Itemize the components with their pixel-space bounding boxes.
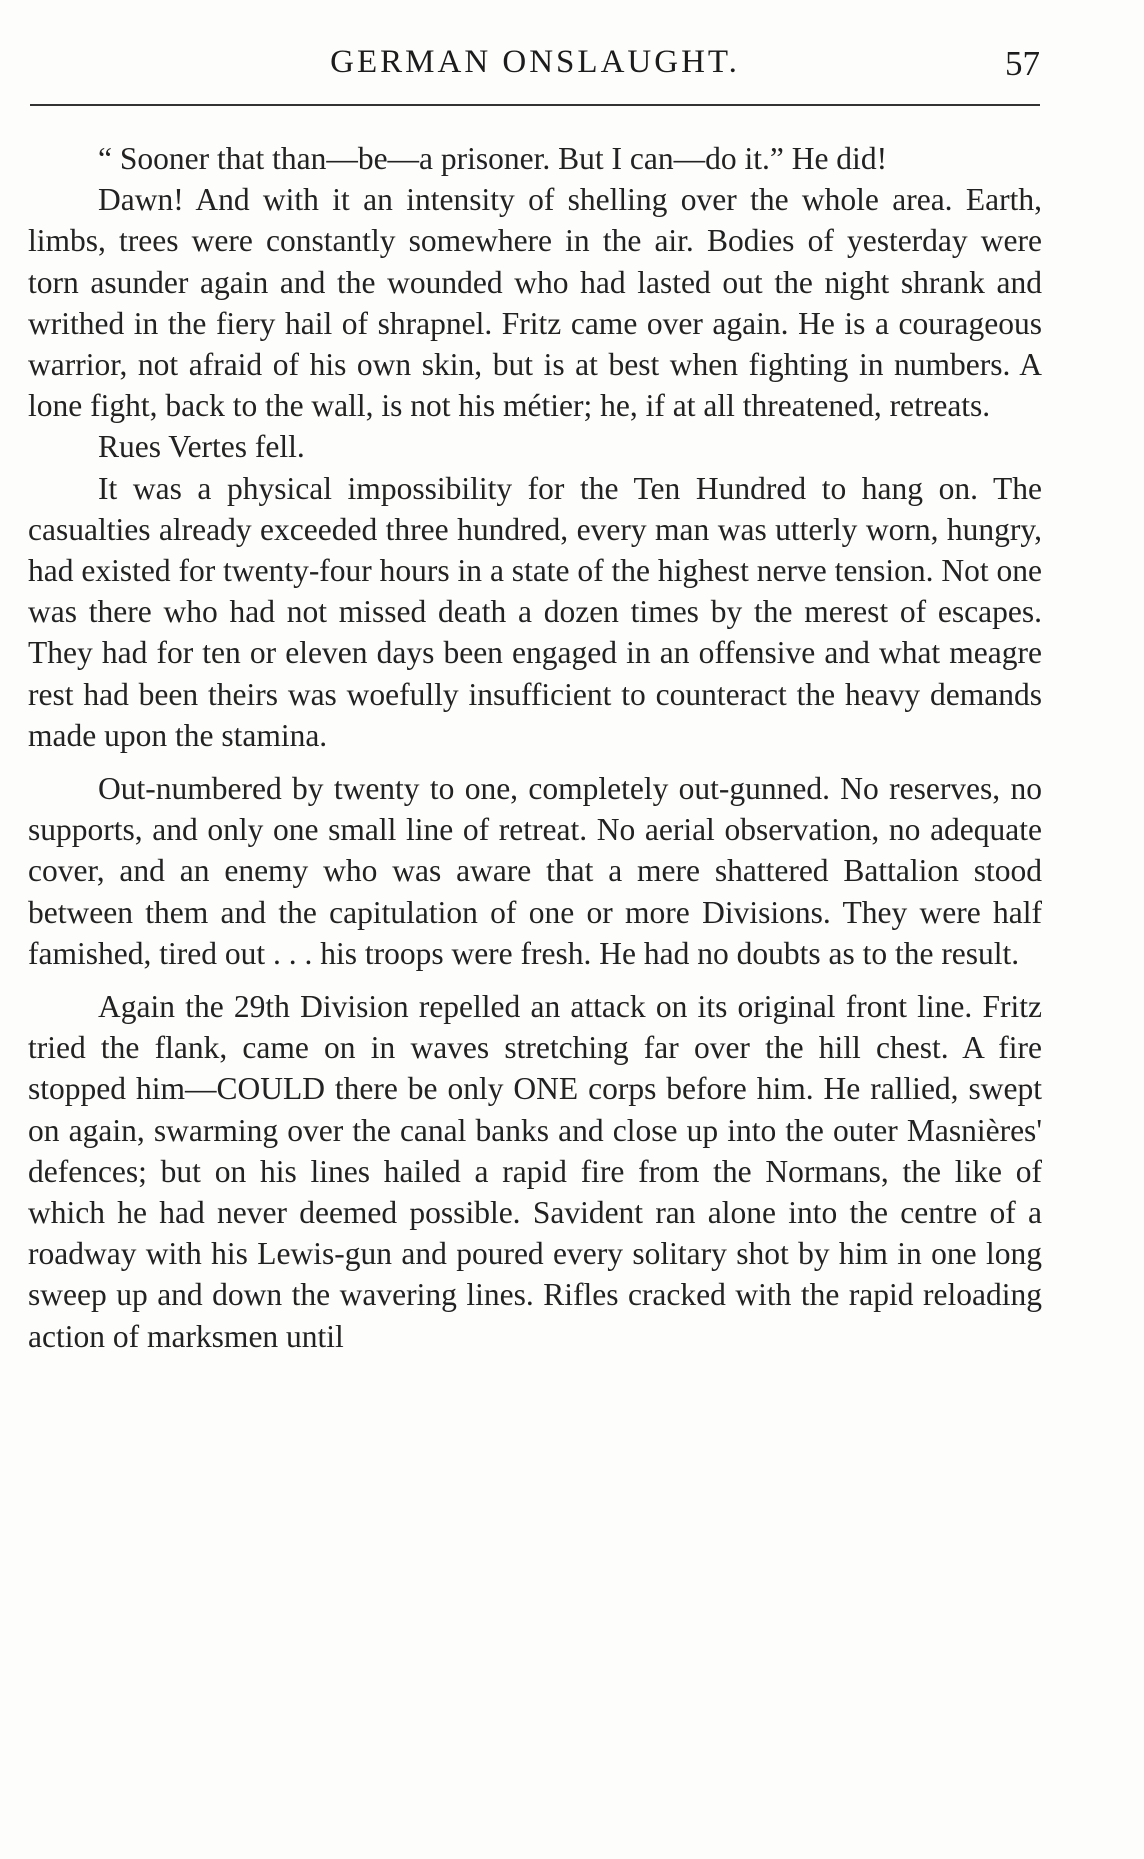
paragraph: “ Sooner that than—be—a prisoner. But I can—do it.” He did!	[98, 141, 888, 176]
running-title: GERMAN ONSLAUGHT.	[330, 44, 740, 80]
header-rule	[30, 104, 1040, 106]
paragraph: Rues Vertes fell.	[98, 429, 305, 465]
paragraph: It was a physical impossibility for the Ten Hundred to hang on. The casualties already exceeded three hundred, every man was utterly worn, hungry, had existed for twenty-four hours in a state of the highest nerve tension. Not one was there who had not missed death a dozen times by the merest of escapes. They had for ten or eleven days been engaged in an offensive and what meagre rest had been theirs was woefully insufficient to counteract the heavy demands made upon the stamina.	[28, 470, 1042, 753]
body-text	[28, 138, 1042, 1357]
paragraph: Again the 29th Division repelled an attack on its original front line. Fritz tried the flank, came on in waves stretching far over the hill chest. A fire stopped him—COULD there be only ONE corps before him. He rallied, swept on again, swarming over the canal banks and close up into the outer Masnières' defences; but on his lines hailed a rapid fire from the Normans, the like of which he had never deemed possible. Savident ran alone into the centre of a roadway with his Lewis-gun and poured every solitary shot by him in one long sweep up and down the wavering lines. Rifles cracked with the rapid reloading action of marksmen until	[28, 989, 1042, 1354]
paragraph: Out-numbered by twenty to one, completely out-gunned. No reserves, no supports, and only one small line of retreat. No aerial observation, no adequate cover, and an enemy who was aware that a mere shattered Battalion stood between them and the capitulation of one or more Divisions. They were half famished, tired out . . . his troops were fresh. He had no doubts as to the result.	[28, 771, 1042, 971]
page-number: 57	[1005, 44, 1040, 83]
paragraph: Dawn! And with it an intensity of shelling over the whole area. Earth, limbs, trees were constantly somewhere in the air. Bodies of yesterday were torn asunder again and the wounded who had lasted out the night shrank and writhed in the fiery hail of shrapnel. Fritz came over again. He is a courageous warrior, not afraid of his own skin, but is at best when fighting in numbers. A lone fight, back to the wall, is not his métier; he, if at all threatened, retreats.	[28, 182, 1042, 424]
page-header	[30, 40, 1040, 90]
